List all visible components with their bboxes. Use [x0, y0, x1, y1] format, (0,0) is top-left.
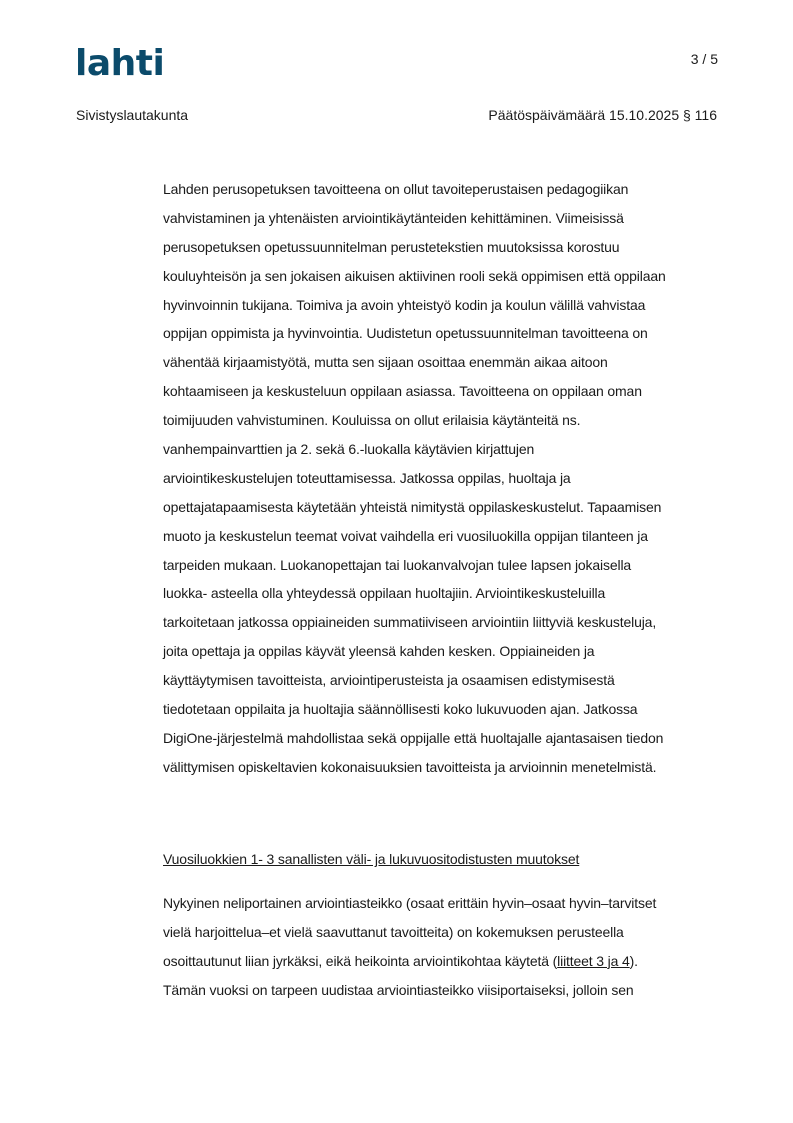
text-line: kohtaamiseen ja keskusteluun oppilaan asiassa. Tavoitteena on oppilaan oman [163, 383, 642, 400]
text-line: kouluyhteisön ja sen jokaisen aikuisen aktiivinen rooli sekä oppimisen että oppilaan [163, 267, 666, 284]
text-line: vielä harjoittelua–et vielä saavuttanut tavoitteita) on kokemuksen perusteella [163, 923, 624, 940]
text-line: Nykyinen neliportainen arviointiasteikko (osaat erittäin hyvin–osaat hyvin–tarvitset [163, 895, 657, 911]
text-line: perusopetuksen opetussuunnitelman perustetekstien muutoksissa korostuu [163, 238, 620, 255]
text-line: tiedotetaan oppilaita ja huoltajia säännöllisesti koko lukuvuoden ajan. Jatkossa [163, 701, 638, 718]
text-line: tarkoitetaan jatkossa oppiaineiden summatiiviseen arviointiin liittyviä keskusteluja, [163, 614, 657, 631]
paragraph-2 [163, 889, 723, 1005]
text-line: arviointikeskustelujen toteuttamisessa. Jatkossa oppilas, huoltaja ja [163, 469, 571, 486]
text-line: vähentää kirjaamistyötä, mutta sen sijaan osoittaa enemmän aikaa aitoon [163, 354, 608, 371]
text-line: välittymisen opiskeltavien kokonaisuuksien tavoitteista ja arvioinnin menetelmistä. [163, 758, 657, 775]
text-line: joita opettaja ja oppilas käyvät yleensä kahden kesken. Oppiaineiden ja [163, 643, 595, 660]
text-line: luokka- asteella olla yhteydessä oppilaan huoltajiin. Arviointikeskusteluilla [163, 585, 606, 602]
text-line: oppijan oppimista ja hyvinvointia. Uudistetun opetussuunnitelman tavoitteena on [163, 325, 648, 342]
text-line: Tämän vuoksi on tarpeen uudistaa arviointiasteikko viisiportaiseksi, jolloin sen [163, 981, 634, 998]
lahti-logo [75, 43, 165, 84]
section-heading: Vuosiluokkien 1- 3 sanallisten väli- ja lukuvuositodistusten muutokset [163, 851, 580, 867]
attachments-link[interactable]: liitteet 3 ja 4 [557, 952, 630, 969]
organization-name: Sivistyslautakunta [76, 107, 189, 123]
text-line: DigiOne-järjestelmä mahdollistaa sekä oppijalle että huoltajalle ajantasaisen tiedon [163, 729, 664, 746]
text-span: ). [629, 952, 638, 969]
text-line [163, 947, 723, 976]
text-line: Lahden perusopetuksen tavoitteena on ollut tavoiteperustaisen pedagogiikan [163, 181, 629, 197]
page-number: 3 / 5 [690, 51, 718, 67]
text-line: toimijuuden vahvistuminen. Kouluissa on ollut erilaisia käytänteitä ns. [163, 412, 581, 429]
paragraph-1 [163, 175, 723, 782]
logo-text: lahti [75, 43, 165, 84]
text-line: tarpeiden mukaan. Luokanopettajan tai luokanvalvojan tulee lapsen jokaisella [163, 556, 632, 573]
text-line: opettajatapaamisesta käytetään yhteistä nimitystä oppilaskeskustelut. Tapaamisen [163, 498, 662, 515]
decision-date-meta: Päätöspäivämäärä 15.10.2025 § 116 [488, 107, 717, 123]
text-span: osoittautunut liian jyrkäksi, eikä heikointa arviointikohtaa käytetä ( [163, 952, 558, 969]
text-line: muoto ja keskustelun teemat voivat vaihdella eri vuosiluokilla oppijan tilanteen ja [163, 527, 648, 544]
text-line: vanhempainvarttien ja 2. sekä 6.-luokalla käytävien kirjattujen [163, 441, 535, 458]
text-line: hyvinvoinnin tukijana. Toimiva ja avoin yhteistyö kodin ja koulun välillä vahvistaa [163, 296, 646, 313]
text-line: käyttäytymisen tavoitteista, arviointiperusteista ja osaamisen edistymisestä [163, 672, 615, 689]
text-line: vahvistaminen ja yhtenäisten arviointikäytänteiden kehittäminen. Viimeisissä [163, 209, 624, 226]
